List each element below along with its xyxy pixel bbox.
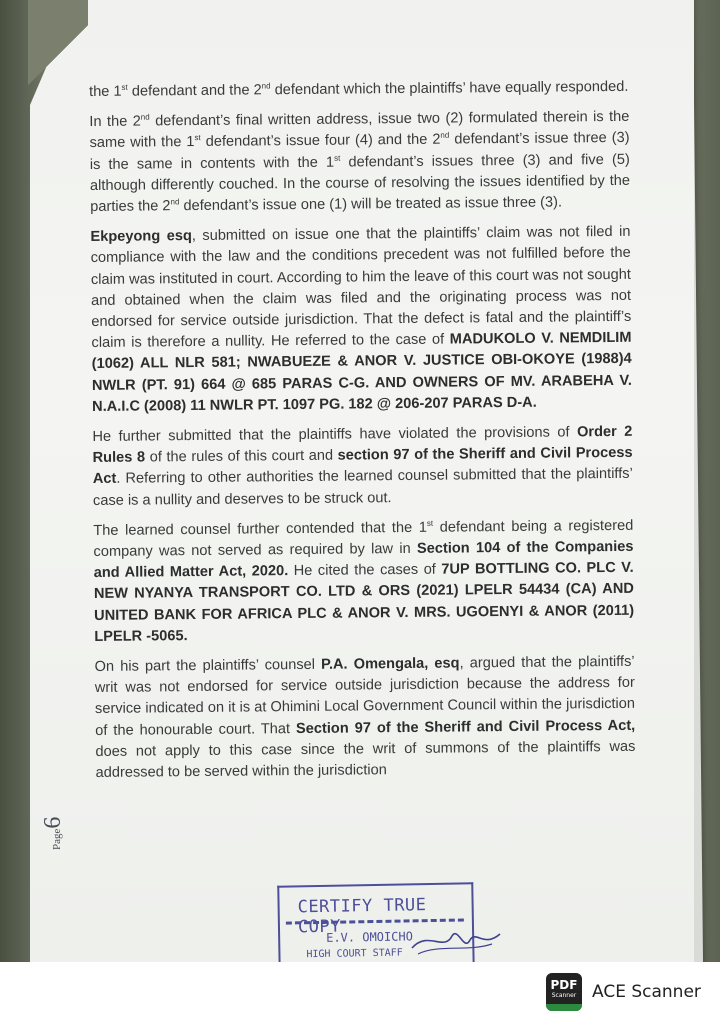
paragraph-3: Ekpeyong esq, submitted on issue one that the plaintiffs’ claim was not filed in compliance with the law and the conditions precedent was not fulfilled before the claim was instituted in court. According to him the leave of this court was not sought and obtained when the claim was filed and the originating process was not endorsed for service outside jurisdiction. That the defect is fatal and the plaintiff’s claim is therefore a nullity. He referred to the case of MADUKOLO V. NEMDILIM (1062) ALL NLR 581; NWABUEZE & ANOR V. JUSTICE OBI-OKOYE (1988)4 NWLR (PT. 91) 664 @ 685 PARAS C-G. AND OWNERS OF MV. ARABEHA V. N.A.I.C (2008) 11 NWLR PT. 1097 PG. 182 @ 206-207 PARAS D-A. <box>90 224 632 415</box>
folded-corner <box>28 0 88 110</box>
signature <box>408 922 508 962</box>
paragraph-2: In the 2nd defendant’s final written address, issue two (2) formulated therein is the same with the 1st defendant’s issue four (4) and the 2nd defendant’s issue three (3) is the same in contents with the 1st defendant’s issues three (3) and five (5) although differently couched. In the course of resolving the issues identified by the parties the 2nd defendant’s issue one (1) will be treated as issue three (3). <box>89 109 631 216</box>
paragraph-1: the 1st defendant and the 2nd defendant which the plaintiffs’ have equally responded. <box>89 78 629 100</box>
document-body <box>89 77 636 793</box>
app-name: ACE Scanner <box>592 982 701 1002</box>
pdf-scanner-logo-icon: PDF Scanner <box>546 973 582 1011</box>
paragraph-6: On his part the plaintiffs’ counsel P.A. Omengala, esq, argued that the plaintiffs’ writ was not endorsed for service outside jurisdiction because the address for service indicated on it is at Ohimini Local Government Council within the jurisdiction of the honourable court. That Section 97 of the Sheriff and Civil Process Act, does not apply to this case since the writ of summons of the plaintiffs was addressed to be served within the jurisdiction <box>94 653 636 782</box>
paragraph-5: The learned counsel further contended that the 1st defendant being a registered company was not served as required by law in Section 104 of the Companies and Allied Matter Act, 2020. He cited the cases of 7UP BOTTLING CO. PLC V. NEW NYANYA TRANSPORT CO. LTD & ORS (2021) LPELR 54434 (CA) AND UNITED BANK FOR AFRICA PLC & ANOR V. MRS. UGOENYI & ANOR (2011) LPELR -5065. <box>93 517 635 645</box>
page-number-label: Page6 <box>40 816 66 850</box>
certify-true-copy-stamp: CERTIFY TRUE COPY E.V. OMOICHO HIGH COURT STAFF <box>277 882 475 962</box>
paragraph-4: He further submitted that the plaintiffs have violated the provisions of Order 2 Rules 8 of the rules of this court and section 97 of the Sheriff and Civil Process Act. Referring to other authorities the learned counsel submitted that the plaintiffs’ case is a nullity and deserves to be struck out. <box>92 423 633 509</box>
